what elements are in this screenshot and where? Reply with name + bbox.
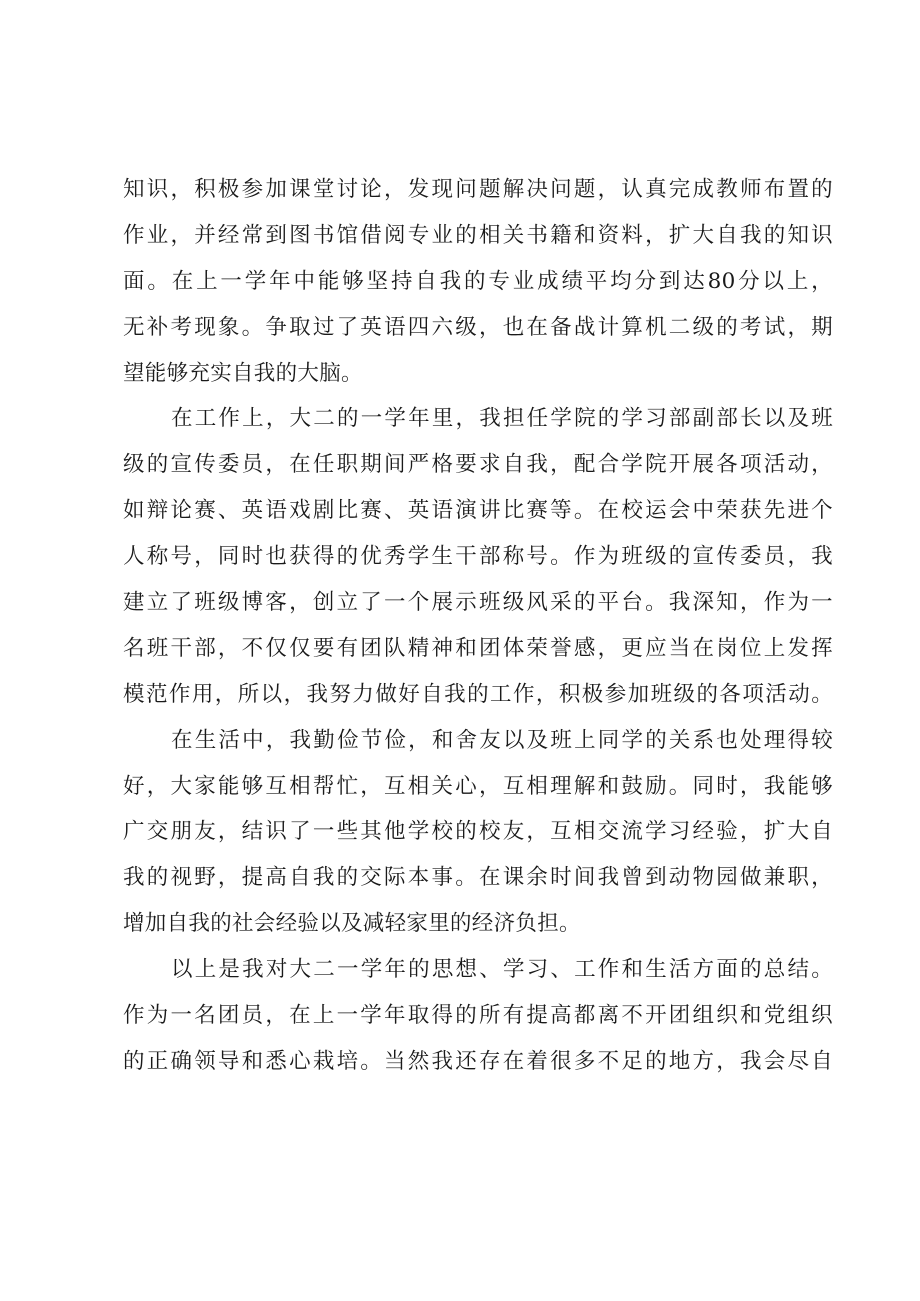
text-line: 的正确领导和悉心栽培。当然我还存在着很多不足的地方，我会尽自 (123, 1048, 833, 1074)
paragraph-summary (123, 947, 833, 1085)
text-line: 模范作用，所以，我努力做好自我的工作，积极参加班级的各项活动。 (123, 681, 833, 707)
document-body (123, 167, 833, 1085)
text-line: 望能够充实自我的大脑。 (123, 360, 363, 386)
text-line: 无补考现象。争取过了英语四六级，也在备战计算机二级的考试，期 (123, 314, 833, 340)
text-line: 广交朋友，结识了一些其他学校的校友，互相交流学习经验，扩大自 (123, 819, 833, 845)
text-line: 好，大家能够互相帮忙，互相关心，互相理解和鼓励。同时，我能够 (123, 773, 833, 799)
text-line: 如辩论赛、英语戏剧比赛、英语演讲比赛等。在校运会中荣获先进个 (123, 498, 833, 524)
text-line: 作业，并经常到图书馆借阅专业的相关书籍和资料，扩大自我的知识 (123, 222, 833, 248)
text-line: 增加自我的社会经验以及减轻家里的经济负担。 (123, 911, 581, 937)
text-line: 人称号，同时也获得的优秀学生干部称号。作为班级的宣传委员，我 (123, 544, 833, 570)
text-line: 面。在上一学年中能够坚持自我的专业成绩平均分到达80分以上， (123, 268, 833, 294)
text-line: 级的宣传委员，在任职期间严格要求自我，配合学院开展各项活动， (123, 452, 833, 478)
text-line: 名班干部，不仅仅要有团队精神和团体荣誉感，更应当在岗位上发挥 (123, 635, 833, 661)
paragraph-work (123, 396, 833, 717)
text-line: 以上是我对大二一学年的思想、学习、工作和生活方面的总结。 (171, 957, 833, 983)
text-line: 在工作上，大二的一学年里，我担任学院的学习部副部长以及班 (171, 406, 833, 432)
text-line: 我的视野，提高自我的交际本事。在课余时间我曾到动物园做兼职， (123, 865, 833, 891)
text-line: 建立了班级博客，创立了一个展示班级风采的平台。我深知，作为一 (123, 590, 833, 616)
paragraph-study (123, 167, 833, 396)
text-line: 作为一名团员，在上一学年取得的所有提高都离不开团组织和党组织 (123, 1003, 833, 1029)
text-line: 在生活中，我勤俭节俭，和舍友以及班上同学的关系也处理得较 (171, 727, 833, 753)
paragraph-life (123, 718, 833, 947)
text-line: 知识，积极参加课堂讨论，发现问题解决问题，认真完成教师布置的 (123, 177, 833, 202)
